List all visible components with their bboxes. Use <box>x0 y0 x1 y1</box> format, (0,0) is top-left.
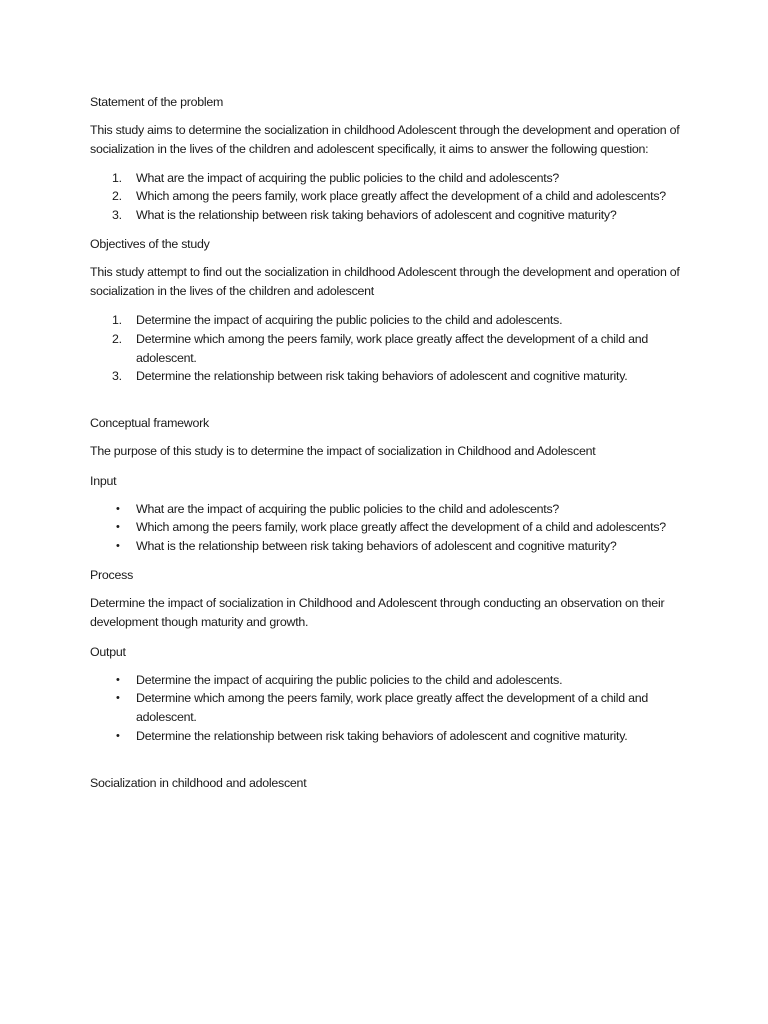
list-item-text: What is the relationship between risk taking behaviors of adolescent and cognitive maturity? <box>136 208 617 223</box>
list-item-text: Determine the relationship between risk taking behaviors of adolescent and cognitive maturity. <box>136 728 628 743</box>
bullet-icon: • <box>116 729 120 742</box>
list-item-text: Which among the peers family, work place greatly affect the development of a child and adolescents? <box>136 189 666 204</box>
list-number: 1. <box>112 313 122 328</box>
list-item-text: What are the impact of acquiring the public policies to the child and adolescents? <box>136 501 560 516</box>
paragraph-process: Determine the impact of socialization in Childhood and Adolescent through conducting an observation on their development though maturity and growth. <box>90 596 665 630</box>
list-item <box>90 330 680 368</box>
list-item <box>90 187 680 206</box>
paragraph-statement-of-the-problem: This study aims to determine the socialization in childhood Adolescent through the development and operation of socialization in the lives of the children and adolescent specifically, it aims to answer the following question: <box>90 123 680 156</box>
list-number: 2. <box>112 331 122 346</box>
bulleted-list-output <box>90 671 680 746</box>
list-number: 2. <box>112 189 122 204</box>
bullet-icon: • <box>116 540 120 553</box>
list-number: 3. <box>112 369 122 384</box>
list-item-text: Which among the peers family, work place greatly affect the development of a child and adolescents? <box>136 520 666 535</box>
section-heading-socialization-in-childhood-and-adolescent: Socialization in childhood and adolescent <box>90 775 307 790</box>
list-item <box>90 671 680 690</box>
list-item <box>90 311 680 330</box>
list-number: 1. <box>112 170 122 185</box>
section-heading-output: Output <box>90 644 126 659</box>
list-item <box>90 518 680 537</box>
bullet-icon: • <box>116 521 120 534</box>
bullet-icon: • <box>116 673 120 686</box>
list-item <box>90 206 680 225</box>
paragraph-conceptual-framework: The purpose of this study is to determine the impact of socialization in Childhood and Adolescent <box>90 444 596 459</box>
list-item <box>90 537 680 556</box>
numbered-list-objectives <box>90 311 680 386</box>
section-heading-objectives-of-the-study: Objectives of the study <box>90 237 210 252</box>
list-item-text: Determine the impact of acquiring the public policies to the child and adolescents. <box>136 672 563 687</box>
list-item <box>90 500 680 519</box>
bullet-icon: • <box>116 502 120 515</box>
bulleted-list-input <box>90 500 680 556</box>
list-item <box>90 727 680 746</box>
paragraph-objectives-of-the-study: This study attempt to find out the socialization in childhood Adolescent through the development and operation of socialization in the lives of the children and adolescent <box>90 265 680 299</box>
list-item-text: Determine the relationship between risk taking behaviors of adolescent and cognitive maturity. <box>136 369 628 384</box>
list-item <box>90 367 680 386</box>
section-heading-process: Process <box>90 568 134 583</box>
list-item <box>90 169 680 188</box>
numbered-list-research-questions <box>90 169 680 225</box>
bullet-icon: • <box>116 692 120 705</box>
list-item-text: What is the relationship between risk taking behaviors of adolescent and cognitive maturity? <box>136 539 617 554</box>
list-item-text: Determine which among the peers family, work place greatly affect the development of a child and adolescent. <box>136 331 649 365</box>
list-item <box>90 689 680 727</box>
list-item-text: Determine which among the peers family, work place greatly affect the development of a child and adolescent. <box>136 691 649 725</box>
list-number: 3. <box>112 208 122 223</box>
section-heading-conceptual-framework: Conceptual framework <box>90 416 209 431</box>
section-heading-input: Input <box>90 473 117 488</box>
section-heading-statement-of-the-problem: Statement of the problem <box>90 95 224 109</box>
list-item-text: Determine the impact of acquiring the public policies to the child and adolescents. <box>136 313 563 328</box>
list-item-text: What are the impact of acquiring the public policies to the child and adolescents? <box>136 170 560 185</box>
document-body <box>90 93 680 792</box>
